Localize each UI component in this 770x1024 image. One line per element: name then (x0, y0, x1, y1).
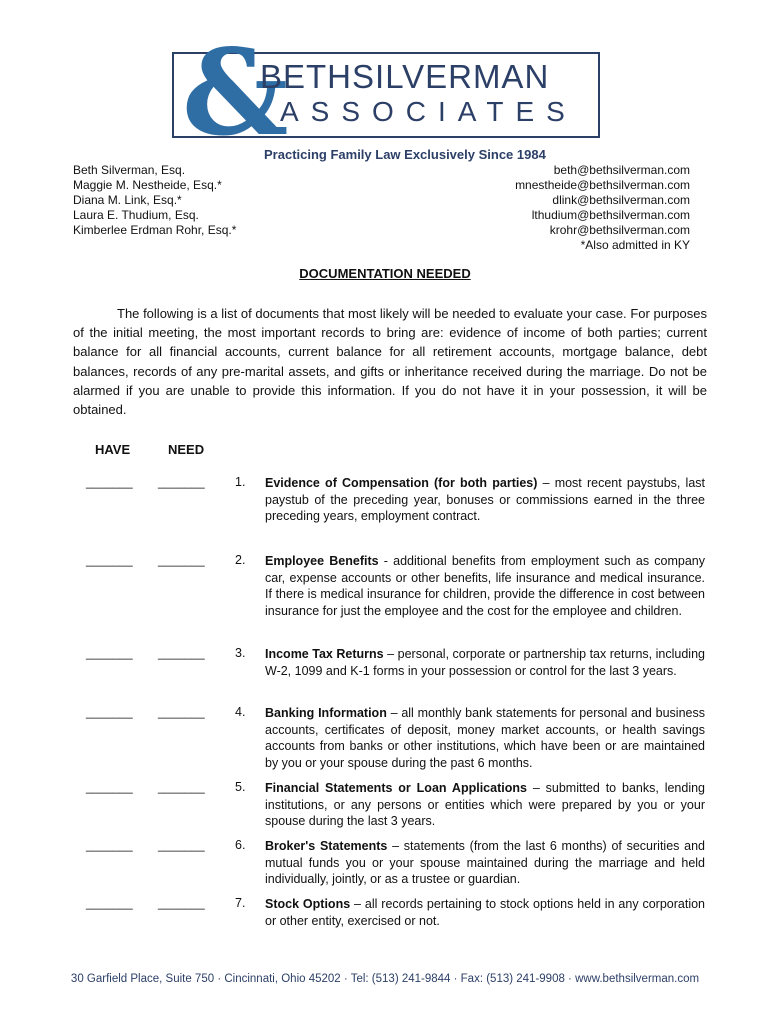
email-address[interactable]: beth@bethsilverman.com (553, 163, 690, 177)
logo-firm-name: BETHSILVERMAN (260, 58, 550, 95)
attorney-name: Beth Silverman, Esq. (73, 163, 186, 177)
document-title: DOCUMENTATION NEEDED (299, 266, 471, 281)
email-address[interactable]: mnestheide@bethsilverman.com (515, 178, 690, 192)
email-address[interactable]: lthudium@bethsilverman.com (531, 208, 690, 222)
have-blank[interactable]: _______ (86, 475, 133, 489)
attorney-name: Diana M. Link, Esq.* (73, 193, 182, 207)
logo-tagline: Practicing Family Law Exclusively Since 1984 (264, 147, 546, 162)
item-text: - additional benefits from employment such as company car, expense accounts or other benefits, life insurance and medical insurance. If there is medical insurance for children, provide the difference in cost between insurance for just the employee and the cost for the employee and children. (265, 554, 706, 618)
email-address[interactable]: krohr@bethsilverman.com (549, 223, 690, 237)
need-blank[interactable]: _______ (158, 553, 205, 567)
item-description (265, 553, 705, 619)
item-title: Employee Benefits (265, 554, 379, 568)
attorney-name: Laura E. Thudium, Esq. (73, 208, 199, 222)
intro-paragraph (73, 304, 707, 419)
item-title: Banking Information (265, 706, 387, 720)
admission-note: *Also admitted in KY (580, 238, 690, 252)
email-address[interactable]: dlink@bethsilverman.com (552, 193, 690, 207)
attorney-name: Kimberlee Erdman Rohr, Esq.* (73, 223, 237, 237)
item-text: – most recent paystubs, last paystub of the preceding year, bonuses or commissions earned in the three preceding years, employment contract. (265, 476, 705, 524)
intro-text: The following is a list of documents that most likely will be needed to evaluate your case. For purposes of the initial meeting, the most important records to bring are: evidence of income of both parties; current balance for all financial accounts, current balance for all retirement accounts, mortgage balance, debt balances, records of any pre-marital assets, and gifts or inheritance received during the marriage. Do not be alarmed if you are unable to provide this information. If you do not have it in your possession, it will be obtained. (73, 306, 707, 418)
item-title: Financial Statements or Loan Applications (265, 781, 527, 795)
item-text: – personal, corporate or partnership tax returns, including W-2, 1099 and K-1 forms in your possession or control for the last 3 years. (265, 647, 705, 678)
firm-logo (172, 23, 602, 164)
item-text: – statements (from the last 6 months) of securities and mutual funds you or your spouse maintained during the marriage and held individually, jointly, or as a trustee or guardian. (265, 839, 705, 887)
item-number: 5. (235, 780, 246, 794)
item-description (265, 705, 705, 771)
need-blank[interactable]: _______ (158, 646, 205, 660)
item-description (265, 646, 705, 679)
item-title: Stock Options (265, 897, 351, 911)
have-column-header: HAVE (95, 442, 131, 457)
item-number: 2. (235, 553, 246, 567)
have-blank[interactable]: _______ (86, 646, 133, 660)
footer-address: 30 Garfield Place, Suite 750 · Cincinnati, Ohio 45202 · Tel: (513) 241-9844 · Fax: (513) 241-9908 · www.bethsilverman.com (70, 973, 700, 985)
item-title: Evidence of Compensation (for both parties) (265, 476, 538, 490)
need-blank[interactable]: _______ (158, 705, 205, 719)
email-list (515, 163, 690, 253)
item-text: – all records pertaining to stock options held in any corporation or other entity, exercised or not. (265, 897, 705, 928)
item-number: 6. (235, 838, 246, 852)
have-blank[interactable]: _______ (86, 838, 133, 852)
need-blank[interactable]: _______ (158, 475, 205, 489)
need-blank[interactable]: _______ (158, 838, 205, 852)
need-blank[interactable]: _______ (158, 896, 205, 910)
have-blank[interactable]: _______ (86, 780, 133, 794)
item-description (265, 896, 705, 929)
item-text: – all monthly bank statements for personal and business accounts, certificates of deposit, money market accounts, or health savings accounts from banks or other institutions, which have been or are maintained by you or your spouse during the past 6 months. (265, 706, 705, 770)
item-text: – submitted to banks, lending institutions, or any persons or entities which were prepared by you or your spouse during the last 3 years. (265, 781, 706, 829)
have-blank[interactable]: _______ (86, 896, 133, 910)
have-blank[interactable]: _______ (86, 553, 133, 567)
logo-associates: ASSOCIATES (280, 96, 577, 127)
logo-ampersand: & (182, 23, 289, 162)
attorney-name: Maggie M. Nestheide, Esq.* (73, 178, 222, 192)
item-number: 7. (235, 896, 246, 910)
attorney-list (73, 163, 236, 238)
need-column-header: NEED (168, 442, 205, 457)
item-title: Broker's Statements (265, 839, 388, 853)
item-description (265, 780, 705, 830)
item-number: 4. (235, 705, 246, 719)
item-description (265, 838, 705, 888)
item-description (265, 475, 705, 525)
item-number: 3. (235, 646, 246, 660)
item-number: 1. (235, 475, 246, 489)
have-blank[interactable]: _______ (86, 705, 133, 719)
item-title: Income Tax Returns (265, 647, 384, 661)
need-blank[interactable]: _______ (158, 780, 205, 794)
